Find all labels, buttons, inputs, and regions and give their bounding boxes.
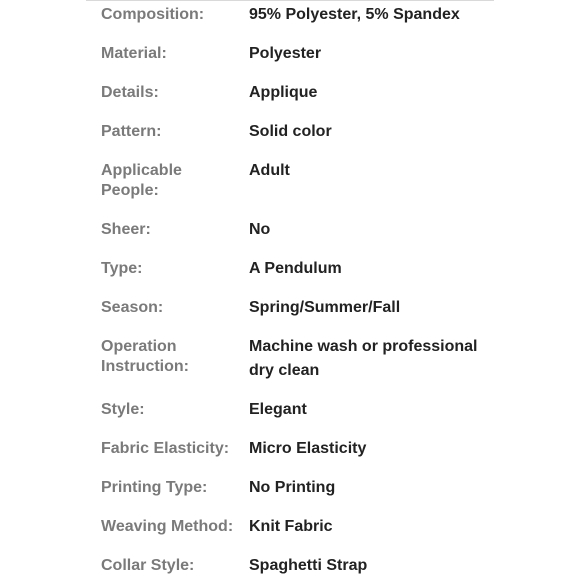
spec-label: Material: [101, 45, 167, 62]
spec-label: Collar Style: [101, 557, 195, 574]
spec-label: Operation Instruction: [101, 338, 189, 375]
spec-value: Knit Fabric [249, 518, 333, 535]
spec-value: Polyester [249, 45, 322, 62]
spec-value: Solid color [249, 123, 332, 140]
spec-label: Fabric Elasticity: [101, 440, 230, 457]
spec-label: Weaving Method: [101, 518, 234, 535]
spec-value: A Pendulum [249, 260, 342, 277]
spec-label: Type: [101, 260, 143, 277]
spec-label: Applicable People: [101, 162, 182, 199]
spec-label: Sheer: [101, 221, 151, 238]
spec-value: No [249, 221, 271, 238]
spec-value: 95% Polyester, 5% Spandex [249, 6, 460, 23]
spec-label: Composition: [101, 6, 205, 23]
spec-value: Adult [249, 162, 290, 179]
spec-label: Printing Type: [101, 479, 208, 496]
spec-value: Machine wash or professional dry clean [249, 338, 478, 379]
spec-value: Micro Elasticity [249, 440, 367, 457]
spec-value: No Printing [249, 479, 336, 496]
spec-label: Season: [101, 299, 164, 316]
spec-label: Pattern: [101, 123, 162, 140]
spec-value: Elegant [249, 401, 307, 418]
spec-value: Spring/Summer/Fall [249, 299, 401, 316]
spec-label: Style: [101, 401, 145, 418]
spec-label: Details: [101, 84, 159, 101]
spec-value: Spaghetti Strap [249, 557, 368, 574]
spec-value: Applique [249, 84, 318, 101]
